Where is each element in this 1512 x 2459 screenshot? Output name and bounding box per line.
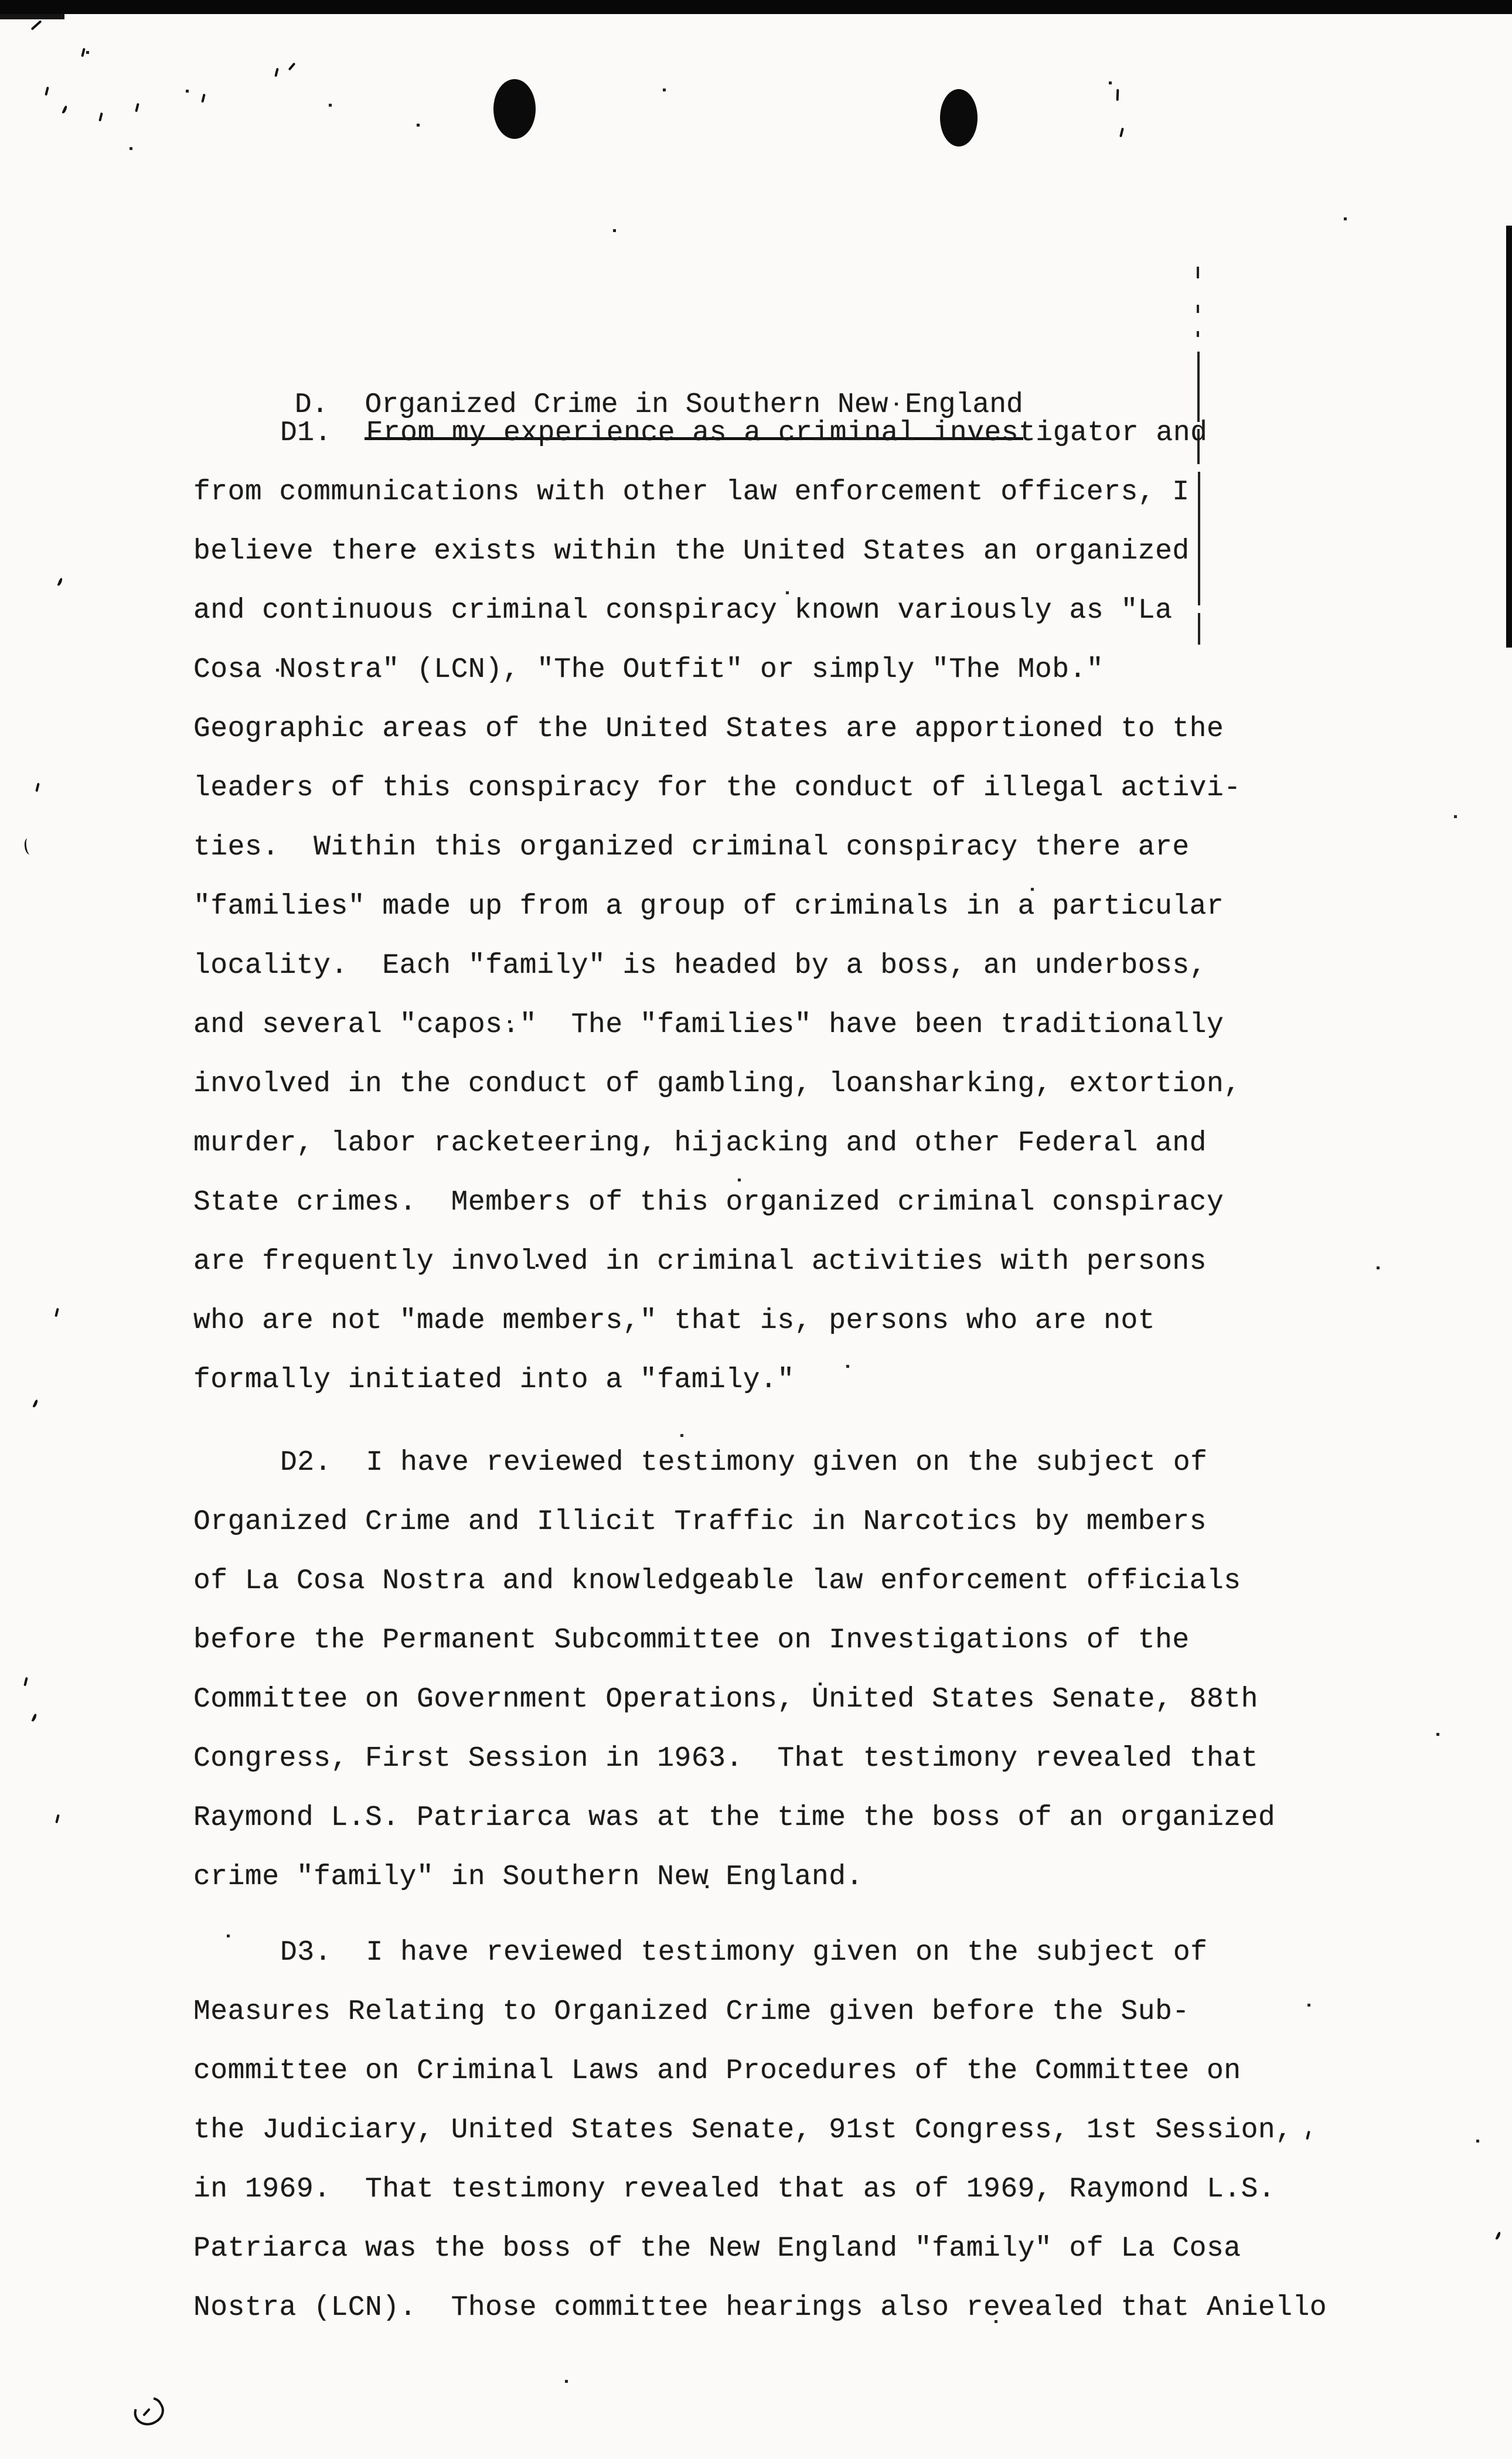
text-line: committee on Criminal Laws and Procedures of the Committee on <box>193 2055 1241 2087</box>
text-line: Measures Relating to Organized Crime given before the Sub- <box>193 1996 1190 2028</box>
scan-speckles <box>0 0 2 2</box>
scan-tick <box>57 578 63 587</box>
paragraph-d3 <box>193 1923 1424 2338</box>
scan-tick <box>35 783 40 792</box>
section-letter: D. <box>294 389 329 421</box>
scan-tick <box>1116 89 1119 101</box>
typewritten-content <box>193 316 1424 2338</box>
text-line: Geographic areas of the United States are apportioned to the <box>193 713 1224 745</box>
hole-punch-dot-left <box>493 79 536 139</box>
pen-squiggle-mark <box>129 2392 169 2431</box>
text-line: are frequently involved in criminal activities with persons <box>193 1246 1207 1278</box>
scan-tick <box>1496 2232 1501 2240</box>
text-line: the Judiciary, United States Senate, 91st Congress, 1st Session, <box>193 2114 1293 2146</box>
scan-tick <box>274 68 279 77</box>
scan-tick <box>45 87 49 96</box>
text-line: ties. Within this organized criminal conspiracy there are <box>193 832 1190 863</box>
scan-tick <box>1119 128 1124 137</box>
scan-mark-paren <box>23 837 36 855</box>
scan-tick <box>81 48 86 57</box>
text-line: and several "capos." The "families" have been traditionally <box>193 1009 1224 1041</box>
scratch-line-segment <box>1197 267 1199 278</box>
scan-tick <box>33 1399 39 1408</box>
scan-tick <box>55 1814 60 1824</box>
text-line: murder, labor racketeering, hijacking and other Federal and <box>193 1128 1207 1159</box>
section-title: Organized Crime in Southern New England <box>365 376 1023 440</box>
text-line: Cosa Nostra" (LCN), "The Outfit" or simply "The Mob." <box>193 654 1104 686</box>
text-line: from communications with other law enforcement officers, I <box>193 476 1190 508</box>
text-line: believe there exists within the United States an organized <box>193 536 1190 567</box>
text-line: State crimes. Members of this organized criminal conspiracy <box>193 1187 1224 1218</box>
pen-squiggle-inner <box>142 2408 151 2417</box>
scan-tick <box>55 1308 59 1317</box>
text-line: locality. Each "family" is headed by a boss, an underboss, <box>193 950 1207 982</box>
text-line: Raymond L.S. Patriarca was at the time the boss of an organized <box>193 1802 1276 1834</box>
text-line: Nostra (LCN). Those committee hearings also revealed that Aniello <box>193 2292 1327 2324</box>
text-line: leaders of this conspiracy for the conduct of illegal activi- <box>193 772 1241 804</box>
text-line: and continuous criminal conspiracy known variously as "La <box>193 595 1173 626</box>
scan-tick <box>62 105 68 114</box>
scan-tick <box>288 62 296 70</box>
text-line: formally initiated into a "family." <box>193 1364 795 1396</box>
scan-tick <box>201 94 206 103</box>
paragraph-d1 <box>193 404 1424 1410</box>
text-line: Organized Crime and Illicit Traffic in Narcotics by members <box>193 1506 1207 1538</box>
text-line: D2. I have reviewed testimony given on the subject of <box>280 1447 1208 1479</box>
section-heading <box>193 316 1424 421</box>
scratch-line-segment <box>1197 305 1199 313</box>
text-line: Committee on Government Operations, United States Senate, 88th <box>193 1684 1258 1715</box>
text-line: Patriarca was the boss of the New England "family" of La Cosa <box>193 2233 1241 2264</box>
text-line: who are not "made members," that is, persons who are not <box>193 1305 1156 1337</box>
scan-tick <box>30 20 42 30</box>
text-line: "families" made up from a group of criminals in a particular <box>193 891 1224 922</box>
text-line: crime "family" in Southern New England. <box>193 1861 863 1893</box>
scan-top-edge-notch <box>0 14 64 19</box>
scan-tick <box>32 1714 38 1722</box>
text-line: before the Permanent Subcommittee on Investigations of the <box>193 1624 1190 1656</box>
text-line: in 1969. That testimony revealed that as of 1969, Raymond L.S. <box>193 2174 1276 2205</box>
scan-top-edge <box>0 0 1512 14</box>
hole-punch-dot-right <box>940 89 978 147</box>
text-line: D1. From my experience as a criminal investigator and <box>280 417 1208 449</box>
scan-tick <box>98 113 103 122</box>
text-line: of La Cosa Nostra and knowledgeable law enforcement officials <box>193 1565 1241 1597</box>
text-line: involved in the conduct of gambling, loansharking, extortion, <box>193 1068 1241 1100</box>
scan-tick <box>23 1677 28 1687</box>
scan-right-edge-line <box>1506 226 1512 648</box>
text-line: D3. I have reviewed testimony given on the subject of <box>280 1937 1208 1968</box>
scan-tick <box>135 103 139 113</box>
text-line: Congress, First Session in 1963. That testimony revealed that <box>193 1743 1258 1775</box>
paragraph-d2 <box>193 1433 1424 1907</box>
